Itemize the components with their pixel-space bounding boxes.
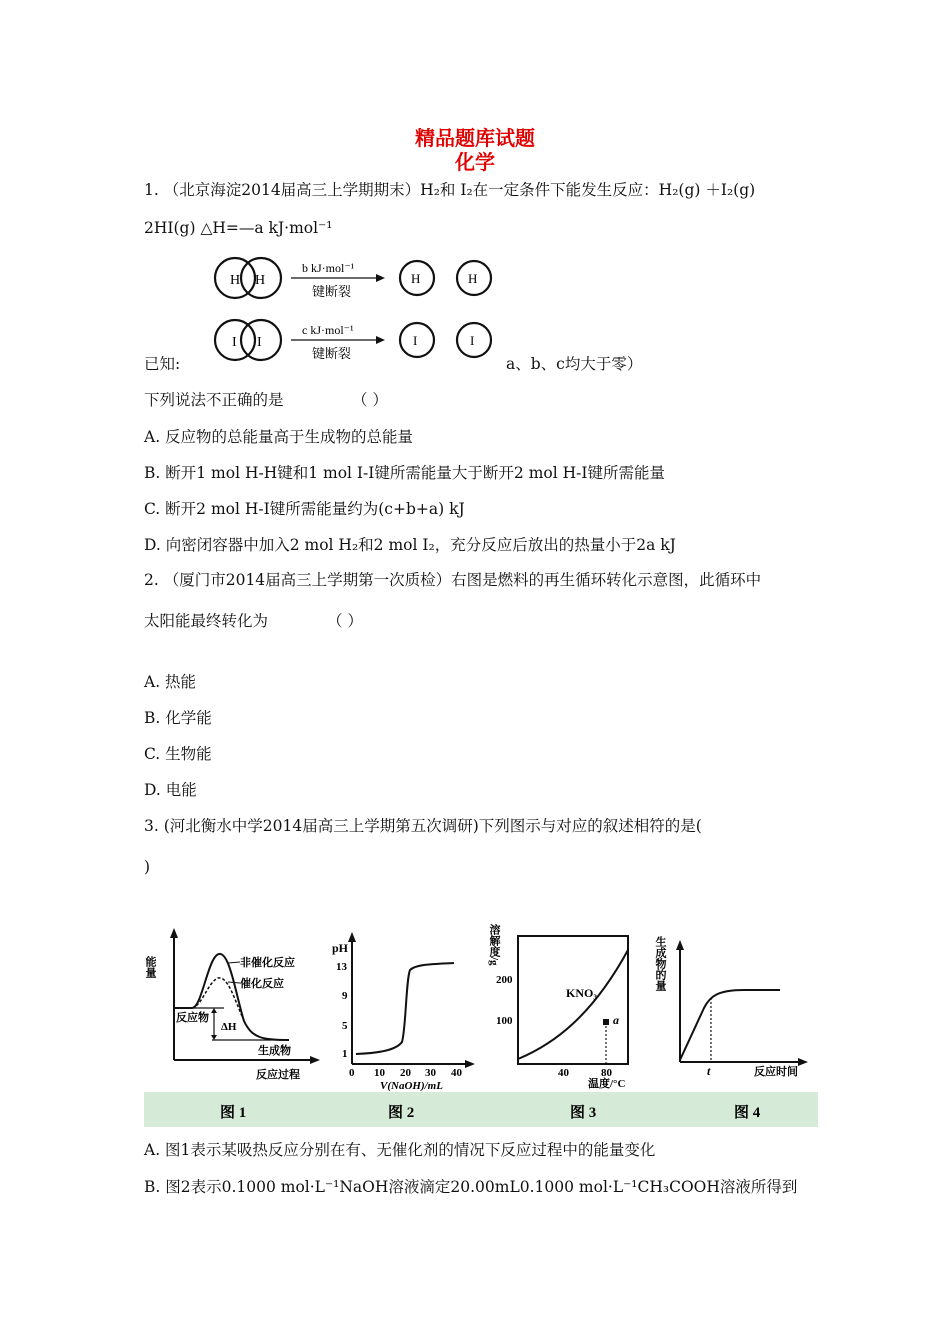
q2-option-c: C. 生物能: [144, 745, 212, 763]
q1-option-d: D. 向密闭容器中加入2 mol H₂和2 mol I₂，充分反应后放出的热量小于2a kJ: [144, 536, 676, 554]
fig4-ylabel: 生成物的量: [654, 936, 666, 991]
q1-ask: 下列说法不正确的是: [144, 391, 284, 409]
fig2-caption: 图 2: [388, 1105, 415, 1121]
fig1-cat-label: 催化反应: [240, 978, 284, 990]
q1-known-label: 已知:: [144, 355, 181, 373]
q3-option-b: B. 图2表示0.1000 mol·L⁻¹NaOH溶液滴定20.00mL0.1000 mol·L⁻¹CH₃COOH溶液所得到: [144, 1178, 798, 1196]
i2-energy-label: c kJ·mol⁻¹: [302, 323, 354, 337]
h2-bond-row: [215, 258, 491, 299]
h-atom-product-1: H: [411, 271, 421, 286]
fig1-uncat-label: 非催化反应: [240, 957, 295, 969]
q2-option-d: D. 电能: [144, 781, 197, 799]
page-title: 精品题库试题: [415, 126, 535, 150]
fig4-caption: 图 4: [734, 1105, 761, 1121]
fig4-tick-t: t: [707, 1064, 711, 1078]
fig2-xtick: 40: [451, 1067, 462, 1079]
fig1-reactant-label: 反应物: [176, 1012, 209, 1024]
fig2-ytick: 1: [342, 1048, 348, 1060]
i2-atom-right: I: [257, 335, 262, 350]
fig2-ylabel: pH: [332, 941, 349, 955]
i2-action-label: 键断裂: [312, 346, 352, 361]
fig3-caption: 图 3: [570, 1105, 597, 1121]
fig3-series-label: KNO₃: [566, 986, 597, 1000]
q1-known-tail: a、b、c均大于零）: [506, 355, 643, 373]
fig2-ytick: 9: [342, 990, 348, 1002]
fig3-xtick: 40: [558, 1067, 569, 1079]
fig3-ytick: 200: [496, 974, 513, 986]
q2-answer-paren: （ ）: [327, 612, 363, 630]
q1-option-b: B. 断开1 mol H-H键和1 mol I-I键所需能量大于断开2 mol H-I键所需能量: [144, 464, 665, 482]
fig2-xtick: 20: [400, 1067, 411, 1079]
page-subject: 化学: [455, 150, 495, 174]
fig2-ytick: 5: [342, 1020, 348, 1032]
h2-action-label: 键断裂: [312, 284, 352, 299]
q3-stem-line1: 3. (河北衡水中学2014届高三上学期第五次调研)下列图示与对应的叙述相符的是(: [144, 817, 702, 835]
fig3-point-label: a: [613, 1013, 619, 1027]
fig3-point-a: [603, 1019, 609, 1025]
q1-stem-line1: 1. （北京海淀2014届高三上学期期末）H₂和 I₂在一定条件下能发生反应：H₂(g) ＋I₂(g): [144, 181, 756, 199]
q3-stem-line2: ): [144, 858, 151, 876]
q1-stem-line2: 2HI(g) △H=—a kJ·mol⁻¹: [144, 219, 333, 237]
fig2-xtick: 0: [349, 1067, 355, 1079]
q2-option-a: A. 热能: [144, 673, 197, 691]
q1-option-a: A. 反应物的总能量高于生成物的总能量: [144, 428, 414, 446]
i2-bond-row: [215, 320, 491, 361]
q3-figure-panel: [144, 916, 818, 1127]
fig2-xtick: 10: [374, 1067, 385, 1079]
h2-energy-label: b kJ·mol⁻¹: [302, 261, 355, 275]
h2-atom-right: H: [255, 273, 266, 288]
q3-option-a: A. 图1表示某吸热反应分别在有、无催化剂的情况下反应过程中的能量变化: [144, 1141, 656, 1159]
fig1-dh-label: ΔH: [221, 1021, 237, 1033]
q1-option-c: C. 断开2 mol H-I键所需能量约为(c+b+a) kJ: [144, 500, 465, 518]
q2-stem-line1: 2. （厦门市2014届高三上学期第一次质检）右图是燃料的再生循环转化示意图，此循环中: [144, 571, 762, 589]
fig2-ytick: 13: [336, 961, 347, 973]
bond-breaking-diagram: [200, 250, 520, 370]
fig4-xlabel: 反应时间: [754, 1066, 798, 1078]
fig1-product-label: 生成物: [258, 1045, 291, 1057]
h-atom-product-2: H: [468, 271, 478, 286]
fig3-xlabel: 温度/°C: [588, 1078, 626, 1090]
q1-answer-paren: （ ）: [352, 391, 388, 409]
fig1-caption: 图 1: [220, 1105, 247, 1121]
fig3-ylabel: 溶解度/g: [488, 924, 500, 966]
fig1-xlabel: 反应过程: [256, 1069, 300, 1081]
fig3-ytick: 100: [496, 1015, 513, 1027]
fig1-ylabel: 能量: [144, 956, 156, 978]
i-atom-product-1: I: [413, 333, 418, 348]
q2-option-b: B. 化学能: [144, 709, 212, 727]
i2-atom-left: I: [232, 335, 237, 350]
fig2-xlabel: V(NaOH)/mL: [380, 1080, 443, 1092]
h2-atom-left: H: [230, 273, 241, 288]
fig2-xtick: 30: [425, 1067, 436, 1079]
fig3-xtick: 80: [601, 1067, 612, 1079]
q2-stem-line2: 太阳能最终转化为: [144, 612, 269, 630]
i-atom-product-2: I: [470, 333, 475, 348]
